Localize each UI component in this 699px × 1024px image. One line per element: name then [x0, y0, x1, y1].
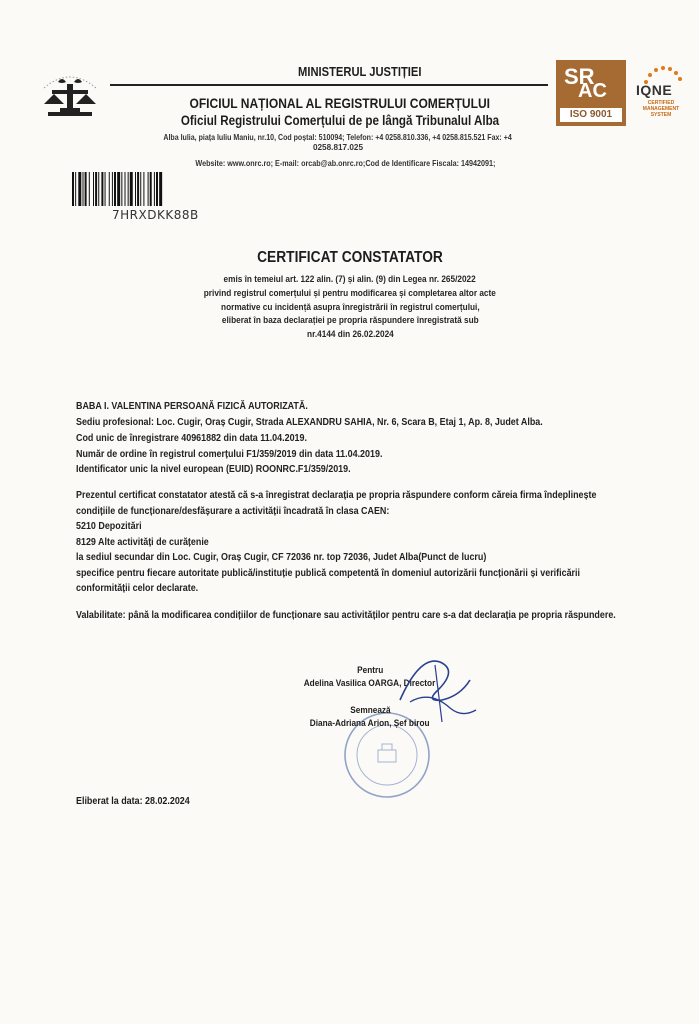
barcode-bar [117, 172, 120, 206]
document-title: CERTIFICAT CONSTATATOR [256, 249, 443, 266]
barcode-bar [114, 172, 116, 206]
entity-order-number: Număr de ordine în registrul comerțului F1/359/2019 din data 11.04.2019. [76, 449, 383, 460]
statement-line: Prezentul certificat constatator atestă că s-a înregistrat declarația pe propria răspundere conform căreia firma îndeplinește [76, 490, 597, 501]
barcode-bar [150, 172, 152, 206]
barcode-bar [154, 172, 155, 206]
barcode-bar [130, 172, 133, 206]
barcode-bar [101, 172, 103, 206]
caen-code: 8129 Alte activități de curățenie [76, 537, 209, 548]
barcode-bar [143, 172, 144, 206]
office-address: Alba Iulia, piața Iuliu Maniu, nr.10, Cod poștal: 510094; Telefon: +4 0258.810.336, +4 0258.815.521 Fax: +4 0258.817.025 [163, 133, 513, 152]
barcode-bar [121, 172, 122, 206]
srac-iso-logo: SR AC ISO 9001 [556, 60, 626, 126]
barcode-bar [98, 172, 99, 206]
barcode-bar [112, 172, 113, 206]
office-subtitle: Oficiul Registrului Comerțului de pe lângă Tribunalul Alba [180, 113, 500, 128]
entity-seat: Sediu profesional: Loc. Cugir, Oraș Cugir, Strada ALEXANDRU SAHIA, Nr. 6, Scara B, Etaj 1, Ap. 8, Judet Alba. [76, 417, 543, 428]
barcode-bar [93, 172, 94, 206]
legal-basis: emis în temeiul art. 122 alin. (7) și alin. (9) din Legea nr. 265/2022 privind registrul comerțului și pentru modificarea și completarea altor acte normative cu incidență asupra înregistrării în registrul comerțului, eliberat în baza declarației pe propria răspundere înregistrată sub nr.4144 din 26.02.2024 [203, 274, 497, 341]
statement-line: specifice pentru fiecare autoritate publică/instituție publică competentă în domeniul autorizării funcționării și verificării [76, 568, 581, 579]
validity: Valabilitate: până la modificarea condițiilor de funcționare sau activităților pentru care s-a dat declarația pe propria răspundere. [76, 610, 616, 621]
iqne-certification-logo: IQNE CERTIFIED MANAGEMENT SYSTEM [632, 60, 692, 126]
office-contacts: Website: www.onrc.ro; E-mail: orcab@ab.onrc.ro;Cod de Identificare Fiscala: 14942091; [194, 158, 496, 168]
barcode-bar [148, 172, 149, 206]
barcode-bar [89, 172, 90, 206]
ministry-logo-icon [38, 68, 102, 120]
barcode-bar [156, 172, 158, 206]
issue-date: Eliberat la data: 28.02.2024 [76, 796, 190, 807]
semneaza-label: Semnează [349, 705, 391, 716]
statement-line: conformității celor declarate. [76, 583, 199, 594]
entity-cui: Cod unic de înregistrare 40961882 din data 11.04.2019. [76, 433, 307, 444]
barcode-bar [75, 172, 76, 206]
barcode-bar [140, 172, 141, 206]
caen-code: 5210 Depozitări [76, 521, 142, 532]
ministry-name: MINISTERUL JUSTIȚIEI [298, 64, 422, 79]
handwritten-signature-icon [380, 650, 490, 730]
barcode-bar [137, 172, 139, 206]
barcode-bar [72, 172, 74, 206]
header-rule [110, 84, 548, 86]
director-name: Adelina Vasilica OARGA, Director [304, 678, 436, 689]
barcode-bar [85, 172, 87, 206]
barcode-bar [105, 172, 106, 206]
barcode-bar [78, 172, 81, 206]
barcode-bar [135, 172, 136, 206]
barcode [72, 172, 218, 206]
statement-line: condițiile de funcționare/desfășurare a activității încadrată în clasa CAEN: [76, 506, 390, 517]
barcode-bar [83, 172, 84, 206]
office-name: OFICIUL NAȚIONAL AL REGISTRULUI COMERȚULUI [189, 95, 491, 111]
entity-euid: Identificator unic la nivel european (EUID) ROONRC.F1/359/2019. [76, 464, 351, 475]
barcode-bar [159, 172, 162, 206]
pentru-label: Pentru [356, 665, 384, 676]
chief-name: Diana-Adriana Arion, Șef birou [310, 718, 430, 729]
barcode-bar [128, 172, 129, 206]
barcode-bar [125, 172, 126, 206]
entity-name: BABA I. VALENTINA PERSOANĂ FIZICĂ AUTORIZATĂ. [76, 401, 308, 412]
statement-line: la sediul secundar din Loc. Cugir, Oraș Cugir, CF 72036 nr. top 72036, Judet Alba(Punct de lucru) [76, 552, 487, 563]
barcode-text: 7HRXDKK88B [112, 208, 199, 222]
barcode-bar [95, 172, 97, 206]
barcode-bar [109, 172, 110, 206]
